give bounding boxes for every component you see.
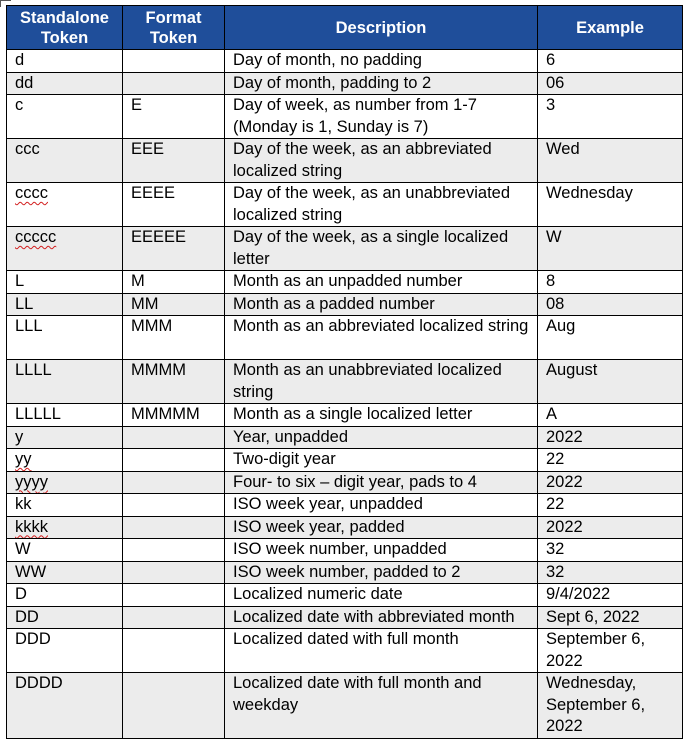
cell-standalone-token-text: kkkk [15,517,48,536]
cell-example-text: 2022 [546,472,583,491]
table-body [7,50,683,739]
cell-description-text: ISO week year, unpadded [233,495,423,513]
header-format-token [123,6,225,50]
header-example: Example [538,6,683,50]
cell-description-text: Day of week, as number from 1-7 (Monday is 1, Sunday is 7) [233,96,477,136]
cell-description [225,183,538,227]
cell-example-text: 22 [546,495,565,513]
cell-example-text: 2022 [546,427,583,446]
header-standalone-line1: Standalone [20,8,109,27]
cell-standalone-token-text: WW [15,562,47,581]
cell-example-text: August [546,361,598,379]
cell-format-token [123,72,225,95]
cell-standalone-token-text: cccc [15,184,48,202]
cell-description [225,561,538,584]
cell-standalone-token [7,494,123,517]
cell-format-token [123,539,225,562]
cell-format-token-text: MMMM [131,361,186,379]
cell-standalone-token [7,271,123,294]
cell-format-token [123,426,225,449]
cell-standalone-token [7,471,123,494]
table-row [7,426,683,449]
cell-example-text: A [546,405,558,423]
cell-description [225,72,538,95]
cell-description-text: Four- to six – digit year, pads to 4 [233,472,477,491]
cell-description-text: Two-digit year [233,450,336,468]
cell-standalone-token-text: DD [15,607,39,626]
cell-example [538,95,683,139]
table-row [7,293,683,316]
cell-standalone-token [7,360,123,404]
cell-standalone-token-text: d [15,51,25,69]
cell-example-text: 32 [546,540,565,558]
cell-description-text: Year, unpadded [233,427,349,446]
cell-format-token [123,360,225,404]
cell-example-text: 2022 [546,517,583,536]
cell-standalone-token [7,516,123,539]
cell-description [225,426,538,449]
table-row [7,629,683,673]
cell-standalone-token [7,426,123,449]
cell-standalone-token-text: W [15,540,31,558]
cell-format-token [123,516,225,539]
cell-description [225,584,538,607]
cell-example-text: Aug [546,317,576,335]
cell-standalone-token [7,227,123,271]
cell-example [538,494,683,517]
cell-format-token-text: EEEE [131,184,176,202]
table-row [7,72,683,95]
cell-standalone-token-text: ccc [15,140,40,158]
cell-example [538,584,683,607]
table-row [7,95,683,139]
cell-example [538,183,683,227]
cell-format-token [123,561,225,584]
cell-example-text: Wednesday [546,184,633,202]
cell-example [538,449,683,472]
cell-description-text: Localized dated with full month [233,630,459,648]
cell-format-token-text: EEEEE [131,228,187,246]
cell-description-text: Day of the week, as an abbreviated localized string [233,140,492,180]
table-row [7,606,683,629]
cell-standalone-token-text: yyyy [15,472,48,491]
cell-format-token [123,584,225,607]
header-row [7,6,683,50]
header-description: Description [225,6,538,50]
table-row [7,471,683,494]
table-row [7,539,683,562]
cell-standalone-token [7,50,123,73]
cell-description-text: Month as a single localized letter [233,405,473,423]
cell-format-token [123,404,225,427]
cell-example [538,360,683,404]
table-row [7,183,683,227]
cell-example-text: 6 [546,51,556,69]
cell-description [225,316,538,360]
table-row [7,584,683,607]
cell-example-text: Wednesday, September 6, 2022 [546,674,646,735]
cell-description [225,293,538,316]
cell-standalone-token [7,183,123,227]
cell-format-token [123,271,225,294]
cell-description [225,471,538,494]
cell-standalone-token [7,139,123,183]
cell-example-text: 9/4/2022 [546,585,611,603]
cell-description [225,494,538,517]
table-row [7,561,683,584]
cell-description-text: Day of the week, as an unabbreviated localized string [233,184,511,224]
cell-example-text: September 6, 2022 [546,630,646,670]
table-row [7,50,683,73]
cell-example [538,471,683,494]
cell-standalone-token [7,449,123,472]
cell-standalone-token [7,293,123,316]
cell-example [538,539,683,562]
date-format-token-table [6,5,683,739]
cell-example [538,293,683,316]
cell-example [538,404,683,427]
cell-standalone-token [7,606,123,629]
cell-description-text: Month as an unabbreviated localized string [233,361,502,401]
cell-format-token-text: M [131,272,145,290]
cell-format-token [123,673,225,739]
cell-description-text: Localized numeric date [233,585,403,603]
cell-standalone-token-text: DDD [15,630,51,648]
cell-description-text: ISO week number, unpadded [233,540,447,558]
cell-description [225,95,538,139]
table-row [7,404,683,427]
cell-example [538,673,683,739]
cell-format-token-text: EEE [131,140,165,158]
cell-example [538,561,683,584]
cell-example [538,606,683,629]
cell-example-text: 8 [546,272,556,290]
cell-format-token [123,227,225,271]
cell-standalone-token-text: y [15,427,24,446]
cell-example-text: 22 [546,450,565,468]
cell-format-token [123,316,225,360]
cell-description-text: Day of month, padding to 2 [233,73,432,92]
cell-description-text: ISO week year, padded [233,517,405,536]
cell-format-token-text: E [131,96,143,114]
table-row [7,316,683,360]
cell-format-token [123,494,225,517]
cell-standalone-token-text: ccccc [15,228,57,246]
cell-standalone-token-text: DDDD [15,674,63,692]
table-row [7,271,683,294]
header-format-line2: Token [149,28,198,47]
cell-format-token [123,293,225,316]
cell-example [538,316,683,360]
cell-standalone-token [7,539,123,562]
table-row [7,516,683,539]
table-row [7,494,683,517]
cell-description-text: Localized date with abbreviated month [233,607,515,626]
cell-example-text: 08 [546,294,565,313]
cell-description [225,606,538,629]
cell-standalone-token [7,72,123,95]
cell-example [538,50,683,73]
cell-format-token [123,139,225,183]
cell-format-token-text: MMM [131,317,173,335]
cell-description [225,449,538,472]
table-row [7,227,683,271]
cell-description [225,227,538,271]
cell-description [225,629,538,673]
cell-standalone-token [7,584,123,607]
cell-description-text: Month as an abbreviated localized string [233,317,529,335]
cell-description-text: Day of the week, as a single localized letter [233,228,509,268]
cell-example-text: 32 [546,562,565,581]
cell-example [538,72,683,95]
cell-example-text: Sept 6, 2022 [546,607,640,626]
table-row [7,449,683,472]
cell-description [225,673,538,739]
cell-standalone-token-text: yy [15,450,32,468]
table-row [7,139,683,183]
cell-standalone-token-text: L [15,272,25,290]
cell-format-token [123,449,225,472]
cell-format-token-text: MM [131,294,159,313]
cell-description [225,271,538,294]
table-row [7,360,683,404]
cell-standalone-token [7,95,123,139]
cell-description [225,50,538,73]
cell-description-text: Month as a padded number [233,294,435,313]
cell-format-token [123,629,225,673]
header-standalone-token [7,6,123,50]
cell-description [225,404,538,427]
cell-description-text: ISO week number, padded to 2 [233,562,461,581]
cell-description-text: Day of month, no padding [233,51,422,69]
cell-standalone-token [7,673,123,739]
cell-standalone-token-text: LL [15,294,34,313]
cell-example [538,271,683,294]
cell-example [538,629,683,673]
cell-standalone-token [7,404,123,427]
cell-standalone-token [7,629,123,673]
cell-description [225,516,538,539]
cell-example [538,426,683,449]
cell-standalone-token-text: D [15,585,27,603]
cell-example-text: 06 [546,73,565,92]
cell-standalone-token-text: LLLL [15,361,52,379]
cell-format-token [123,606,225,629]
cell-description-text: Month as an unpadded number [233,272,463,290]
cell-example-text: W [546,228,562,246]
cell-example [538,516,683,539]
cell-example-text: 3 [546,96,556,114]
cell-format-token-text: MMMMM [131,405,200,423]
cell-description [225,539,538,562]
cell-format-token [123,50,225,73]
cell-standalone-token-text: c [15,96,24,114]
cell-standalone-token-text: dd [15,73,34,92]
cell-format-token [123,183,225,227]
cell-format-token [123,95,225,139]
cell-example [538,227,683,271]
cell-example-text: Wed [546,140,580,158]
cell-description [225,360,538,404]
cell-standalone-token-text: LLL [15,317,43,335]
cell-example [538,139,683,183]
cell-standalone-token-text: LLLLL [15,405,61,423]
cell-format-token [123,471,225,494]
cell-standalone-token [7,316,123,360]
cell-standalone-token-text: kk [15,495,32,513]
table-row [7,673,683,739]
cell-description-text: Localized date with full month and weekday [233,674,482,714]
cell-description [225,139,538,183]
header-format-line1: Format [145,8,202,27]
cell-standalone-token [7,561,123,584]
header-standalone-line2: Token [40,28,89,47]
